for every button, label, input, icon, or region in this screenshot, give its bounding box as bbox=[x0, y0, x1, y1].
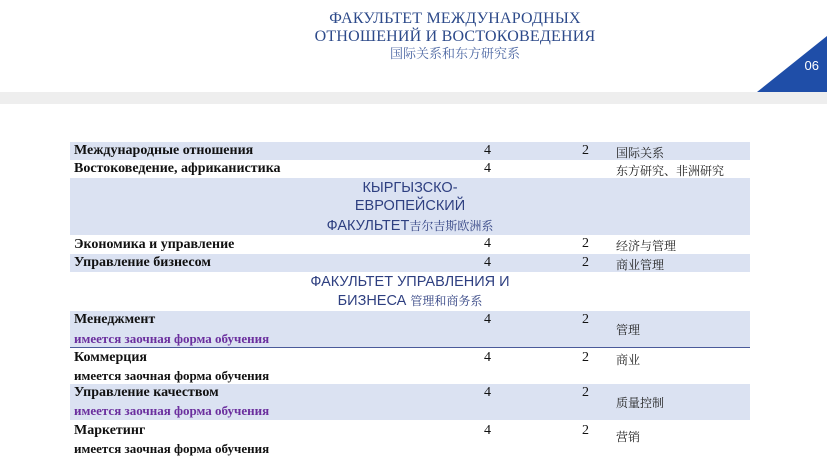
faculty-title bbox=[0, 10, 827, 64]
program-name: Коммерция bbox=[74, 350, 147, 365]
program-name: Управление бизнесом bbox=[74, 255, 211, 270]
table-row bbox=[70, 235, 750, 253]
title-line-2: ОТНОШЕНИЙ И ВОСТОКОВЕДЕНИЯ bbox=[314, 28, 596, 45]
section-title-cn: 吉尔吉斯欧洲系 bbox=[409, 219, 494, 233]
table-row bbox=[70, 142, 750, 160]
table-row bbox=[70, 422, 750, 458]
section-header bbox=[70, 178, 750, 235]
section-line-1: КЫРГЫЗСКО- bbox=[362, 180, 458, 196]
program-name-cn: 质量控制 bbox=[616, 396, 665, 410]
table-row bbox=[70, 254, 750, 272]
program-name: Международные отношения bbox=[74, 143, 254, 158]
table-row bbox=[70, 311, 750, 347]
years-master: 2 bbox=[582, 312, 589, 327]
program-note: имеется заочная форма обучения bbox=[74, 403, 270, 418]
years-bachelor: 4 bbox=[484, 312, 491, 327]
years-bachelor: 4 bbox=[484, 385, 491, 400]
years-master: 2 bbox=[582, 350, 589, 365]
program-name: Экономика и управление bbox=[74, 237, 235, 252]
header-divider bbox=[0, 92, 827, 104]
section-title bbox=[70, 179, 750, 235]
years-master: 2 bbox=[582, 255, 589, 270]
program-name-cn: 东方研究、非洲研究 bbox=[616, 164, 725, 178]
section-title-cn: 管理和商务系 bbox=[410, 294, 483, 308]
page-number: 06 bbox=[804, 58, 819, 73]
program-name-cn: 营销 bbox=[616, 430, 641, 444]
section-header bbox=[70, 272, 750, 310]
title-chinese: 国际关系和东方研究系 bbox=[389, 47, 520, 62]
program-note: имеется заочная форма обучения bbox=[74, 368, 270, 383]
section-line-2: ЕВРОПЕЙСКИЙ bbox=[354, 198, 466, 214]
program-name: Востоковедение, африканистика bbox=[74, 161, 281, 176]
section-line-1: ФАКУЛЬТЕТ УПРАВЛЕНИЯ И bbox=[310, 274, 510, 290]
title-line-1: ФАКУЛЬТЕТ МЕЖДУНАРОДНЫХ bbox=[329, 10, 581, 27]
years-bachelor: 4 bbox=[484, 255, 491, 270]
programs-table bbox=[70, 142, 750, 458]
years-bachelor: 4 bbox=[484, 161, 491, 176]
program-name-cn: 国际关系 bbox=[616, 146, 665, 160]
program-name: Маркетинг bbox=[74, 423, 146, 438]
years-bachelor: 4 bbox=[484, 236, 491, 251]
program-name-cn: 经济与管理 bbox=[616, 239, 677, 253]
program-note: имеется заочная форма обучения bbox=[74, 441, 270, 456]
years-bachelor: 4 bbox=[484, 143, 491, 158]
years-master: 2 bbox=[582, 236, 589, 251]
program-note: имеется заочная форма обучения bbox=[74, 331, 270, 346]
years-bachelor: 4 bbox=[484, 350, 491, 365]
program-name-cn: 商业管理 bbox=[616, 258, 665, 272]
years-master: 2 bbox=[582, 385, 589, 400]
section-line-3: ФАКУЛЬТЕТ bbox=[326, 218, 410, 234]
program-name: Менеджмент bbox=[74, 312, 156, 327]
program-name: Управление качеством bbox=[74, 385, 219, 400]
program-name-cn: 商业 bbox=[616, 353, 641, 367]
slide-header bbox=[0, 0, 827, 92]
section-title bbox=[70, 273, 750, 311]
years-bachelor: 4 bbox=[484, 423, 491, 438]
section-line-2: БИЗНЕСА bbox=[337, 293, 407, 309]
years-master: 2 bbox=[582, 143, 589, 158]
table-row bbox=[70, 384, 750, 420]
years-master: 2 bbox=[582, 423, 589, 438]
table-row bbox=[70, 160, 750, 178]
program-name-cn: 管理 bbox=[616, 323, 641, 337]
table-row bbox=[70, 348, 750, 384]
